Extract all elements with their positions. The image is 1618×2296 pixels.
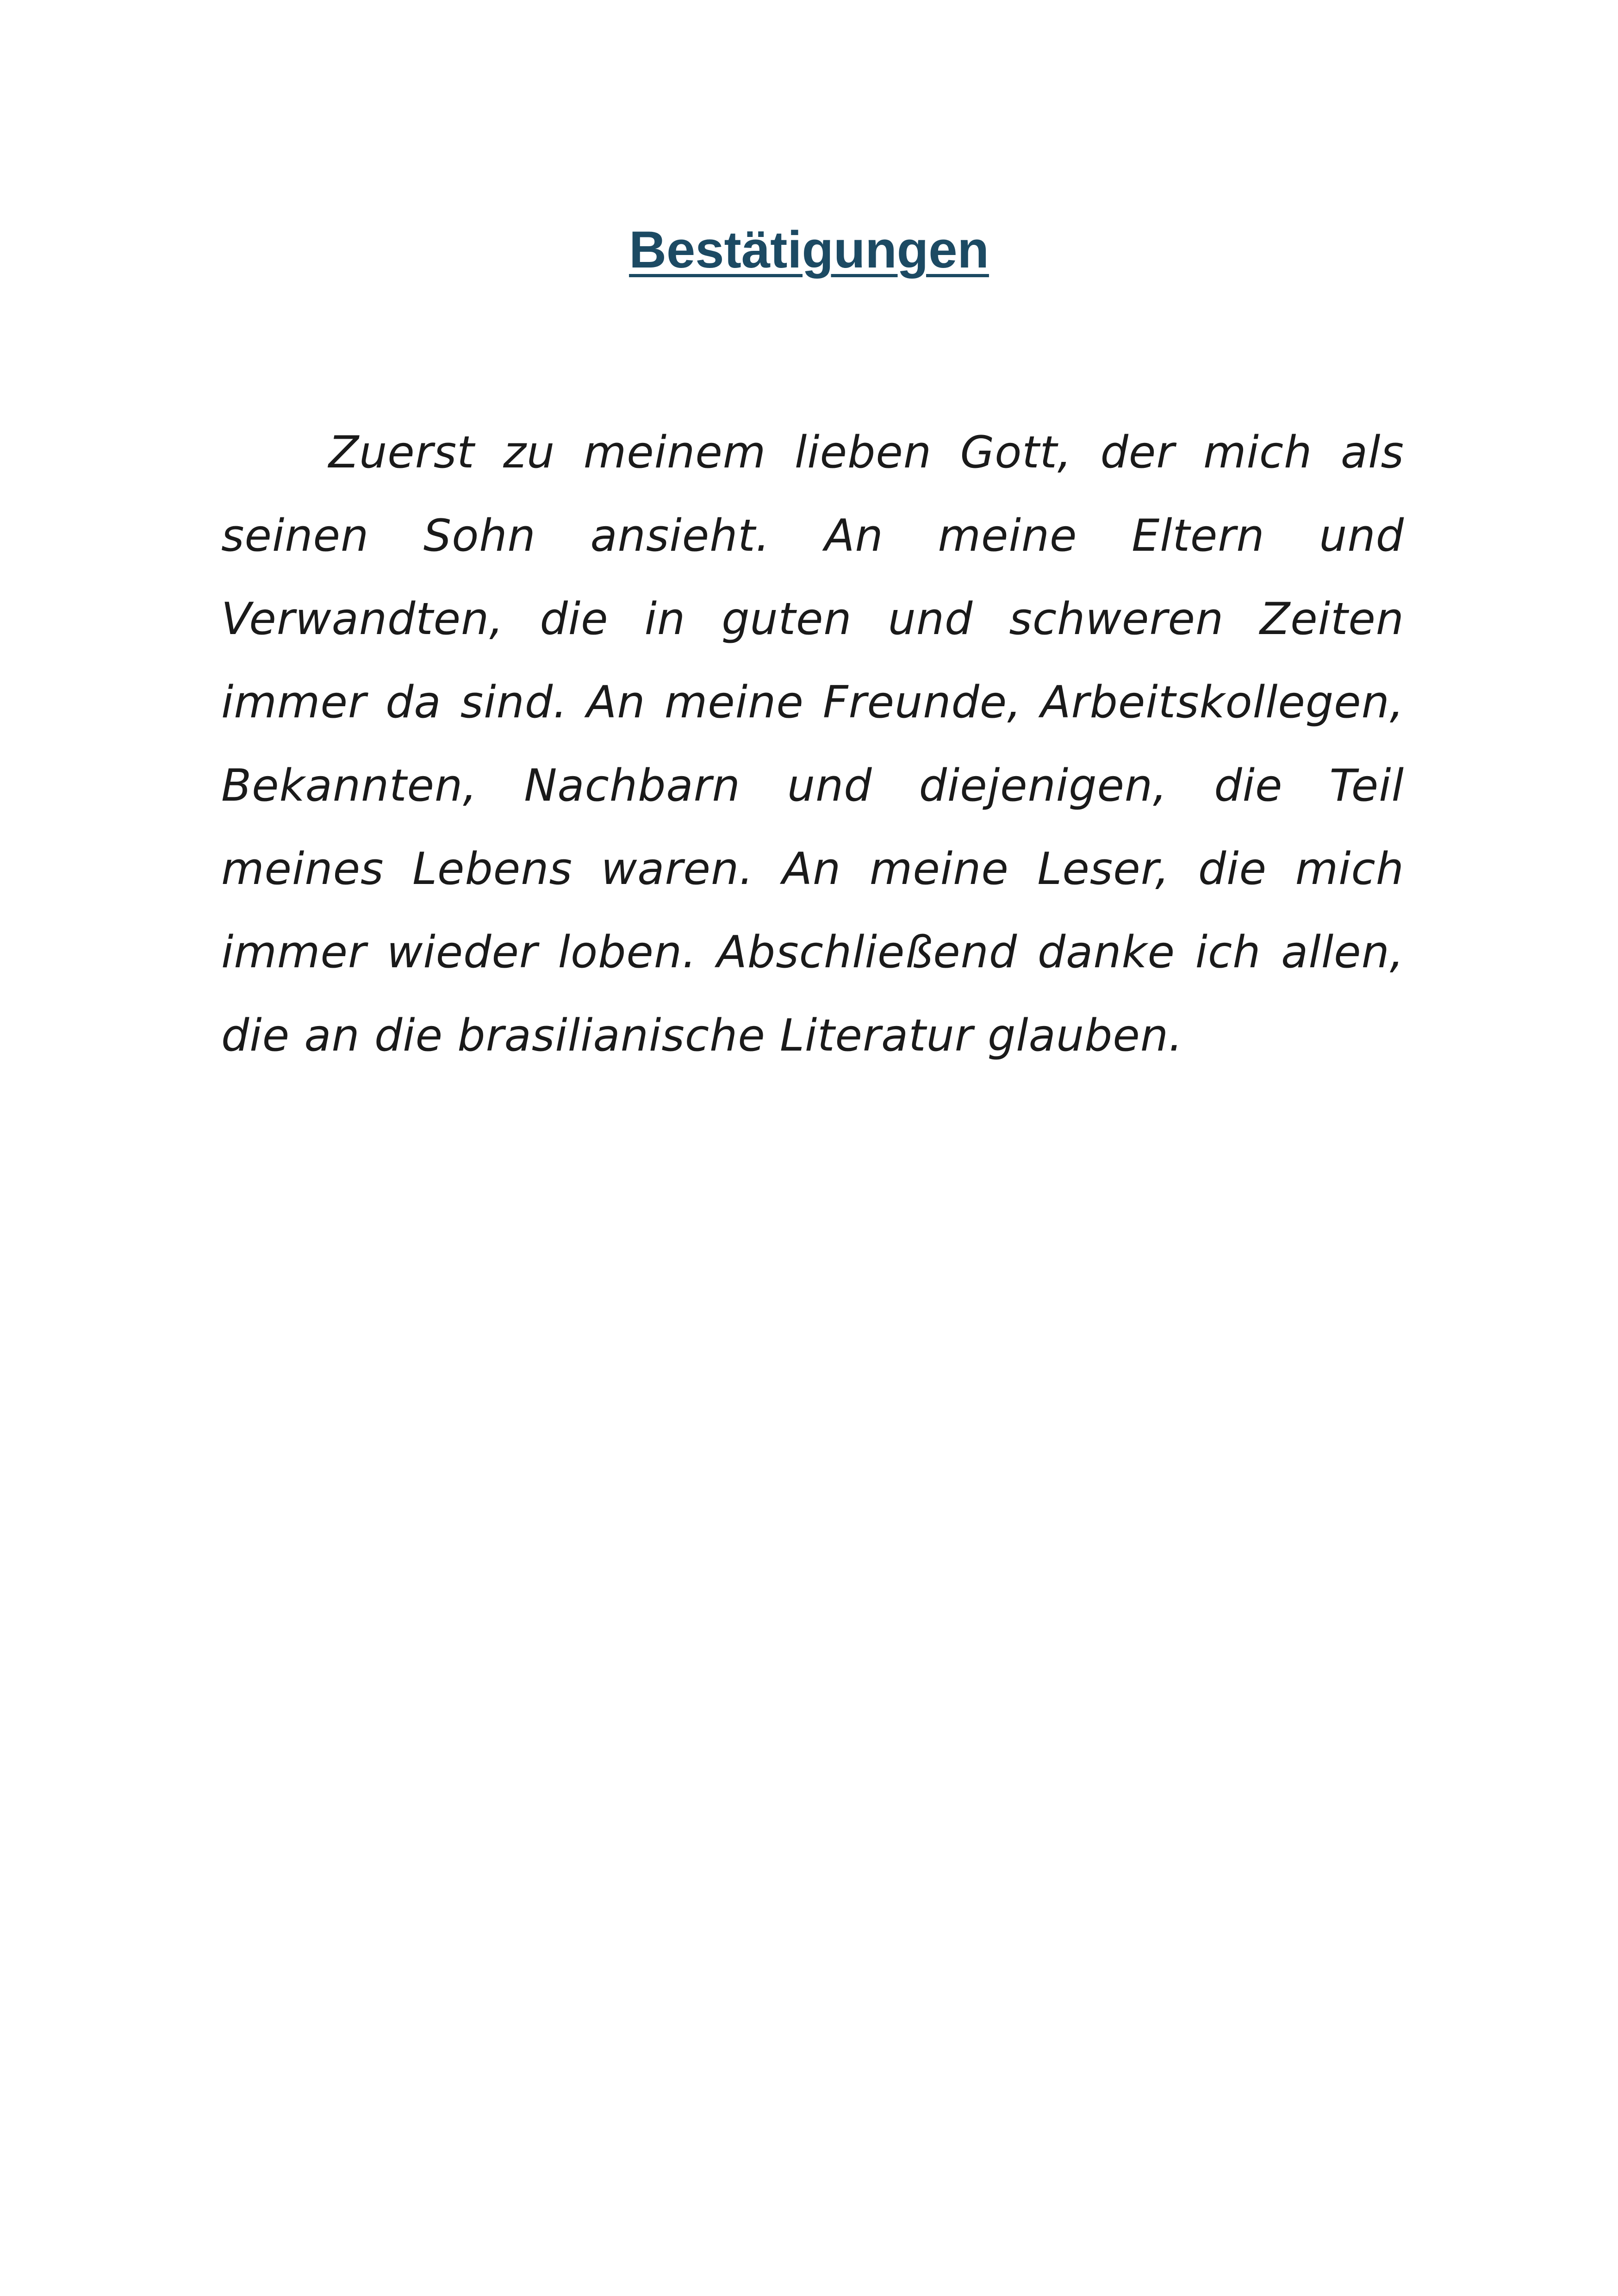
page-title-text: Bestätigungen bbox=[629, 221, 989, 279]
page-title bbox=[0, 218, 1618, 282]
acknowledgements-paragraph: Zuerst zu meinem lieben Gott, der mich als seinen Sohn ansieht. An meine Eltern und Verwandten, die in guten und schweren Zeiten immer da sind. An meine Freunde, Arbeitskollegen, Bekannten, Nachbarn und diejenigen, die Teil meines Lebens waren. An meine Leser, die mich immer wieder loben. Abschließend danke ich allen, die an die brasilianische Literatur glauben. bbox=[221, 427, 1404, 1061]
